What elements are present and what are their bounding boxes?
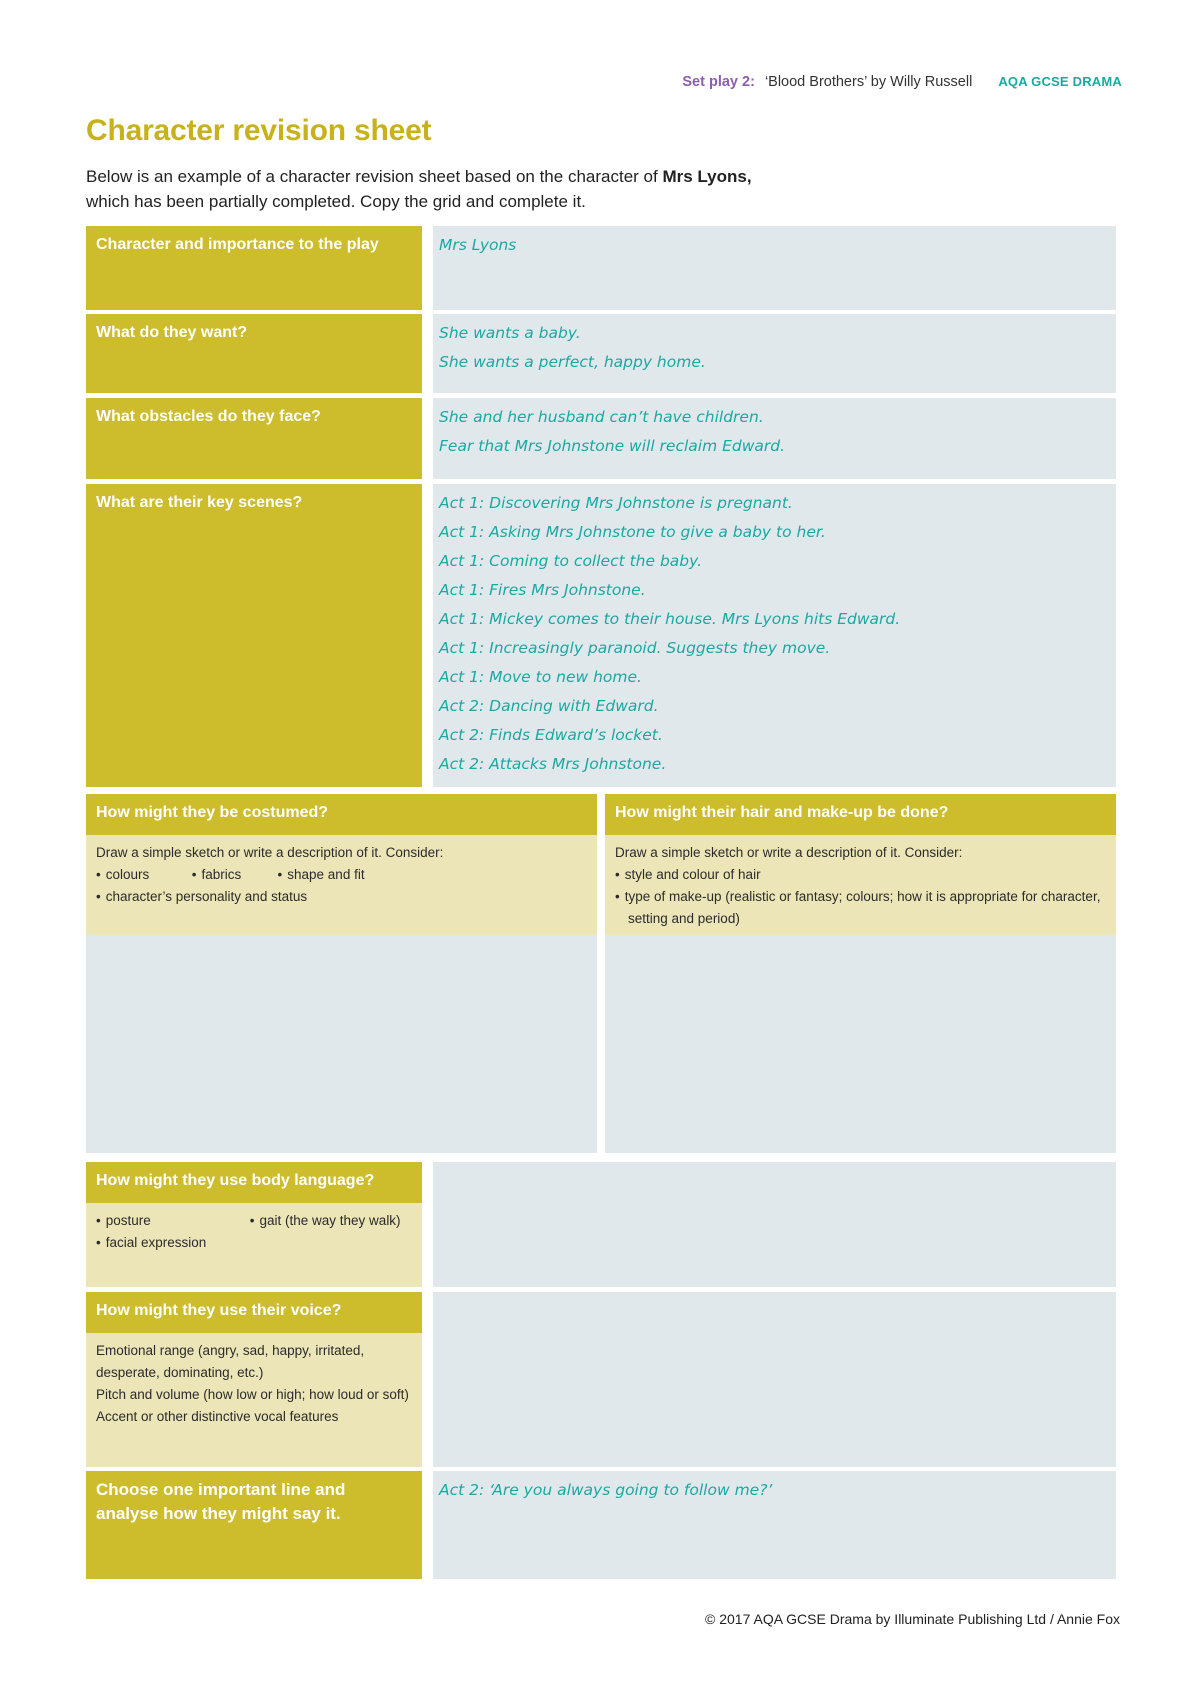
want-line: She wants a perfect, happy home.	[439, 353, 706, 371]
play-title: ‘Blood Brothers’ by Willy Russell	[764, 74, 973, 90]
costume-bullet: • colours	[96, 864, 176, 886]
important-line-label: Choose one important line and analyse how they might say it.	[86, 1471, 422, 1579]
set-play-label: Set play 2:	[682, 74, 755, 90]
body-language-tip	[86, 1203, 422, 1287]
hair-tip: Draw a simple sketch or write a description of it. Consider: • style and colour of hair • type of make-up (realistic or fantasy; colours; how it is appropriate for character, setting and period)	[605, 835, 1116, 935]
voice-tip	[86, 1333, 422, 1467]
obstacles-label: What obstacles do they face?	[86, 398, 422, 479]
hair-answer-area[interactable]	[605, 935, 1116, 1153]
voice-answer-area[interactable]	[433, 1292, 1116, 1467]
obstacle-line: She and her husband can’t have children.	[439, 408, 764, 426]
scene-line: Act 1: Discovering Mrs Johnstone is pregnant.	[439, 494, 793, 512]
want-label: What do they want?	[86, 314, 422, 393]
scene-line: Act 2: Finds Edward’s locket.	[439, 726, 663, 744]
scene-line: Act 1: Mickey comes to their house. Mrs Lyons hits Edward.	[439, 610, 901, 628]
page-title: Character revision sheet	[86, 114, 432, 147]
costume-bullet: • character’s personality and status	[96, 886, 307, 908]
voice-label: How might they use their voice?	[86, 1292, 422, 1333]
intro-text: Below is an example of a character revision sheet based on the character of Mrs Lyons, which has been partially completed. Copy the grid and complete it.	[86, 167, 752, 211]
obstacle-line: Fear that Mrs Johnstone will reclaim Edward.	[439, 437, 786, 455]
scene-line: Act 1: Coming to collect the baby.	[439, 552, 703, 570]
scene-line: Act 1: Fires Mrs Johnstone.	[439, 581, 646, 599]
voice-line: Pitch and volume (how low or high; how loud or soft)	[96, 1387, 409, 1402]
body-language-label: How might they use body language?	[86, 1162, 422, 1203]
important-line-value: Act 2: ‘Are you always going to follow me?’	[433, 1471, 1116, 1579]
hair-label: How might their hair and make-up be done?	[605, 794, 1116, 835]
body-bullet: • facial expression	[96, 1232, 206, 1254]
scenes-value	[433, 484, 1116, 787]
obstacles-value	[433, 398, 1116, 479]
hair-bullet: • type of make-up (realistic or fantasy; colours; how it is appropriate for character, setting and period)	[615, 889, 1100, 926]
brand-label: AQA GCSE DRAMA	[998, 74, 1122, 89]
costume-bullet: • fabrics	[192, 864, 274, 886]
costume-tip: Draw a simple sketch or write a description of it. Consider: • colours • fabrics • shape and fit • character’s personality and status	[86, 835, 597, 935]
copyright-footer: © 2017 AQA GCSE Drama by Illuminate Publishing Ltd / Annie Fox	[705, 1611, 1120, 1627]
scenes-label: What are their key scenes?	[86, 484, 422, 787]
scene-line: Act 2: Attacks Mrs Johnstone.	[439, 755, 667, 773]
scene-line: Act 1: Move to new home.	[439, 668, 642, 686]
costume-answer-area[interactable]	[86, 935, 597, 1153]
voice-line: Accent or other distinctive vocal features	[96, 1409, 339, 1424]
body-bullet: • gait (the way they walk)	[250, 1210, 401, 1232]
character-label: Character and importance to the play	[86, 226, 422, 310]
costume-label: How might they be costumed?	[86, 794, 597, 835]
costume-bullet: • shape and fit	[278, 864, 365, 886]
scene-line: Act 1: Asking Mrs Johnstone to give a baby to her.	[439, 523, 826, 541]
want-line: She wants a baby.	[439, 324, 581, 342]
character-name: Mrs Lyons,	[662, 167, 752, 186]
voice-line: Emotional range (angry, sad, happy, irritated, desperate, dominating, etc.)	[96, 1343, 365, 1380]
scene-line: Act 2: Dancing with Edward.	[439, 697, 659, 715]
body-language-answer-area[interactable]	[433, 1162, 1116, 1287]
hair-bullet: • style and colour of hair	[615, 864, 761, 886]
running-header	[682, 74, 1122, 90]
character-value: Mrs Lyons	[433, 226, 1116, 310]
want-value	[433, 314, 1116, 393]
scene-line: Act 1: Increasingly paranoid. Suggests they move.	[439, 639, 831, 657]
body-bullet: • posture	[96, 1210, 246, 1232]
